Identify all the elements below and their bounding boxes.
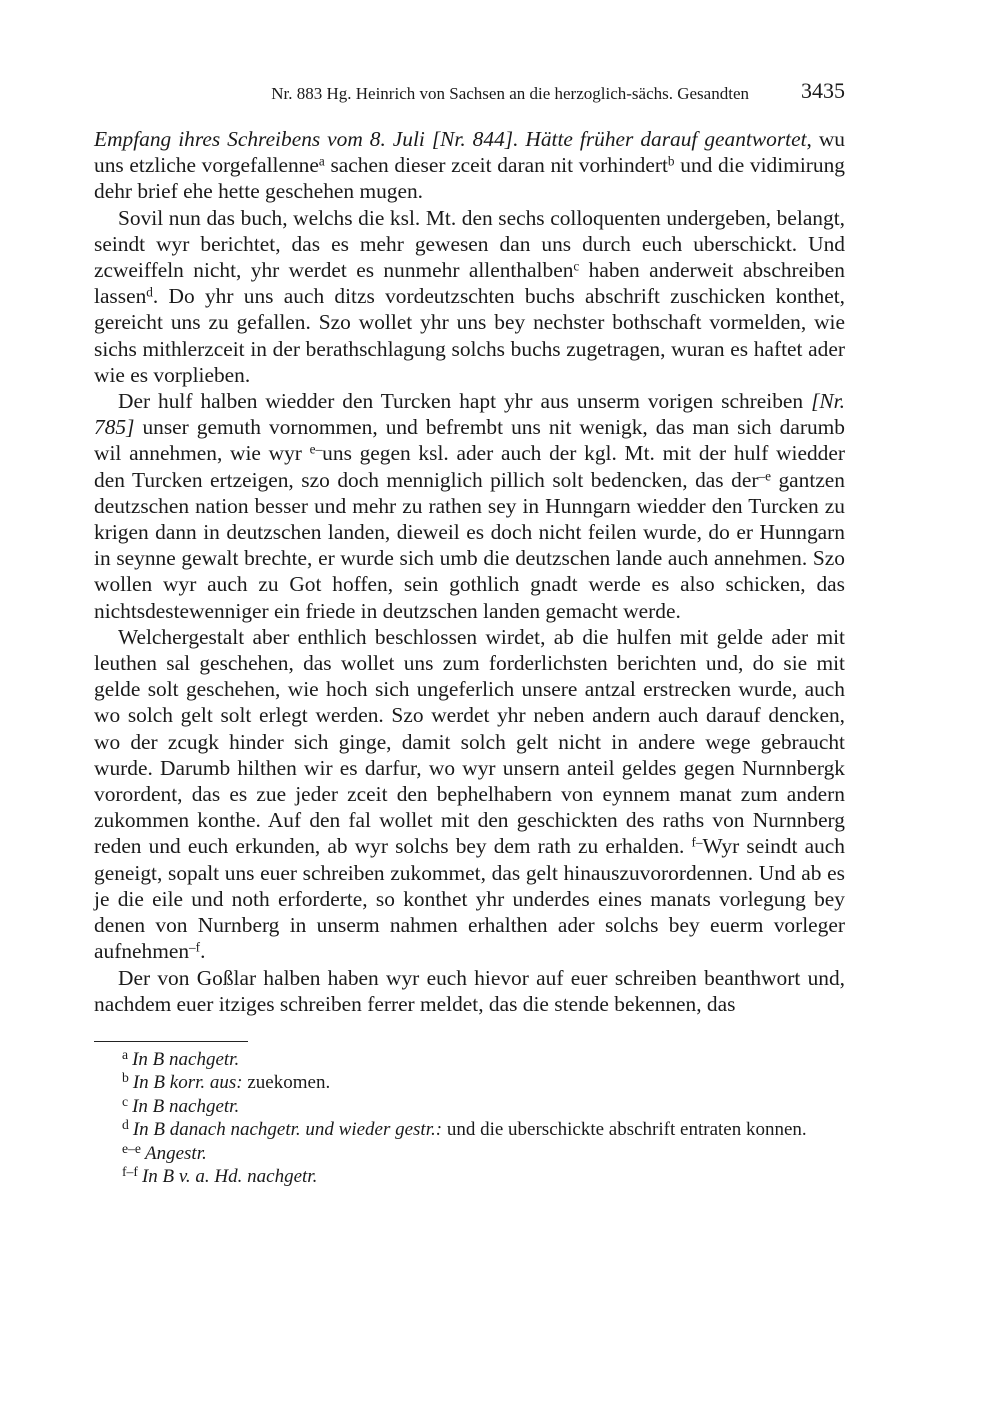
footnote-mark-b: b — [667, 153, 675, 169]
footnote-label: e–e — [122, 1140, 141, 1156]
footnote-mark-a: a — [318, 153, 325, 169]
paragraph-text: Wyr seindt auch geneigt, sopalt uns euer schreiben zukommet, das gelt hinauszuvorordennen. Und ab es je die eile und noth erforderte, so konthet yhr underdes eines manats vorlegung bey denen von Nurnberg in unserm nahmen erhalthen ader solchs bey euerm vorleger aufnehmen — [94, 834, 845, 964]
footnote-f — [94, 1165, 845, 1189]
paragraph-text: unser gemuth vornommen, und befrembt uns nit wenigk, das man sich darumb wil annehmen, wie wyr — [94, 415, 845, 466]
paragraph-text: und die vidimirung dehr brief ehe hette geschehen mugen. — [94, 153, 845, 204]
page-header — [94, 78, 845, 108]
footnote-text: zuekomen. — [242, 1072, 331, 1094]
footnote-mark-f-end: –f — [189, 939, 201, 955]
document-reference: [Nr. 785] — [94, 389, 845, 440]
paragraph-text: , wu uns etzliche vorgefallenne — [94, 127, 845, 178]
footnote-label: d — [122, 1117, 129, 1133]
paragraph-4 — [94, 624, 845, 965]
footnote-label: c — [122, 1093, 129, 1109]
paragraph-text: Der hulf halben wiedder den Turcken hapt yhr aus unserm vorigen schreiben — [118, 389, 812, 414]
footnote-e — [94, 1142, 845, 1166]
page-number: 3435 — [801, 78, 845, 103]
footnote-italic: In B danach nachgetr. und wieder gestr.: — [132, 1119, 443, 1141]
paragraph-3 — [94, 388, 845, 624]
footnote-b — [94, 1071, 845, 1095]
footnote-divider — [94, 1041, 248, 1042]
paragraph-text: . — [200, 939, 206, 964]
footnotes — [94, 1048, 845, 1189]
footnote-d — [94, 1118, 845, 1142]
running-title: Nr. 883 Hg. Heinrich von Sachsen an die herzoglich-sächs. Gesandten — [271, 84, 749, 103]
footnote-italic: In B nachgetr. — [132, 1095, 240, 1117]
footnote-text: und die uberschickte abschrift entraten konnen. — [442, 1119, 807, 1141]
paragraph-text: gantzen deutzschen nation besser und mehr zu rathen sey in Hunngarn wiedder den Turcken zu krigen dann in deutzschen landen, dieweil es doch nicht feilen wurde, do er Hunngarn in seynne gewalt brechte, er wurde sich umb die deutzschen lande auch annehmen. Szo wollen wyr auch zu Got hoffen, sein gothlich gnadt werde es also schicken, das nichtsdestewenniger ein friede in deutzschen landen gemacht werde. — [94, 467, 845, 623]
footnote-mark-e-start: e– — [309, 441, 323, 457]
paragraph-text: Der von Goßlar halben haben wyr euch hievor auf euer schreiben beanthwort und, nachdem euer itziges schreiben ferrer meldet, das die stende bekennen, das — [94, 965, 845, 1016]
footnote-label: f–f — [122, 1164, 138, 1180]
italic-summary: Empfang ihres Schreibens vom 8. Juli [Nr. 844]. Hätte früher darauf geantwortet — [94, 127, 807, 151]
footnote-mark-e-end: –e — [758, 468, 771, 484]
paragraph-text: sachen dieser zceit daran nit vorhindert — [324, 153, 668, 178]
footnote-italic: In B korr. aus: — [132, 1072, 243, 1094]
paragraph-1 — [94, 126, 845, 205]
footnote-italic: In B v. a. Hd. nachgetr. — [141, 1166, 318, 1188]
paragraph-text: haben anderweit abschreiben lassen — [94, 258, 845, 309]
footnote-mark-c: c — [573, 258, 580, 274]
footnote-c — [94, 1095, 845, 1119]
footnote-label: a — [122, 1046, 129, 1062]
paragraph-text: . Do yhr uns auch ditzs vordeutzschten buchs abschrift zuschicken konthet, gereicht uns zu gefallen. Szo wollet yhr uns bey nechster bothschaft vormelden, wie sichs mithlerzceit in der berathschlagung solchs buchs zugetragen, wuran es haftet ader wie es vorplieben. — [94, 284, 845, 387]
footnote-mark-f-start: f– — [691, 834, 703, 850]
footnote-a — [94, 1048, 845, 1072]
paragraph-5 — [94, 965, 845, 1017]
footnote-label: b — [122, 1070, 129, 1086]
paragraph-text: uns gegen ksl. ader auch der kgl. Mt. mit der hulf wiedder den Turcken ertzeigen, szo doch menniglich pillich solt bedencken, das der — [94, 441, 845, 492]
paragraph-text: Welchergestalt aber enthlich beschlossen wirdet, ab die hulfen mit gelde ader mit leuthen sal geschehen, das wollet uns zum forderlichsten berichten und, do sie mit gelde solt geschehen, wie hoch sich ungeferlich unsere antzal erstrecken wurde, auch wo solch gelt solt erlegt werden. Szo werdet yhr neben andern auch darauf dencken, wo der zcugk hinder sich ginge, damit solch gelt nicht in andere wege gebraucht wurde. Darumb hilthen wir es darfur, wo wyr unsern anteil geldes gegen Nurnnbergk vorordent, das es zue jeder zceit den bephelhabern von eynnem manat zum andern zukommen konthe. Auf den fal wollet mit den geschickten des raths von Nurnnberg reden und euch erkunden, ab wyr solchs bey dem rath zu erhalden. — [94, 624, 845, 859]
paragraph-2 — [94, 205, 845, 388]
paragraph-text: Sovil nun das buch, welchs die ksl. Mt. den sechs colloquenten undergeben, belangt, seindt wyr berichtet, das es mehr gewesen dan uns durch euch uberschickt. Und zcweiffeln nicht, yhr werdet es nunmehr allenthalben — [94, 205, 845, 283]
footnote-italic: In B nachgetr. — [132, 1048, 240, 1070]
main-text — [94, 126, 845, 1017]
footnote-mark-d: d — [146, 284, 153, 300]
document-page — [94, 78, 845, 1189]
footnote-italic: Angestr. — [144, 1142, 207, 1164]
